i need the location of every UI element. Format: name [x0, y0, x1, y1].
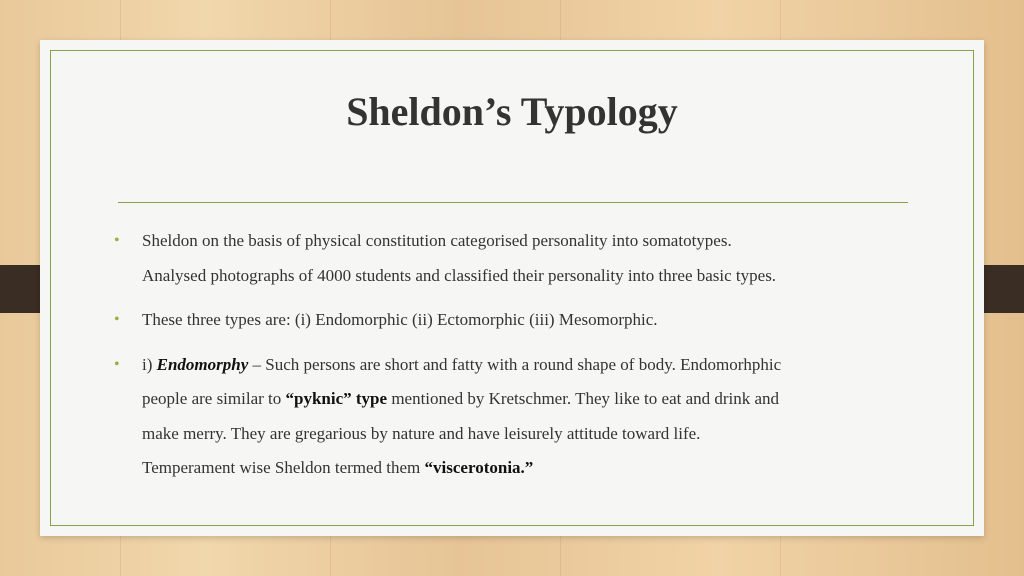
title-divider — [118, 202, 908, 203]
bullet-text-line — [142, 451, 914, 486]
bullet-text: – Such persons are short and fatty with a round shape of body. Endomorhphic — [248, 354, 782, 374]
slide-title: Sheldon’s Typology — [346, 89, 678, 134]
bullet-text-line — [142, 382, 914, 417]
bullet-item-three-types — [114, 303, 914, 338]
bullet-text: people are similar to — [142, 389, 286, 408]
bullet-text-line: make merry. They are gregarious by nature and have leisurely attitude toward life. — [142, 423, 701, 443]
bullet-text-line: Sheldon on the basis of physical constitution categorised personality into somatotypes. — [142, 231, 732, 250]
bullet-item-sheldon-basis — [114, 224, 914, 293]
bullet-icon: • — [114, 355, 120, 373]
bullet-text-line: These three types are: (i) Endomorphic (ii) Ectomorphic (iii) Mesomorphic. — [142, 310, 658, 329]
bullet-list — [114, 224, 914, 496]
bullet-icon: • — [114, 232, 120, 249]
bullet-icon: • — [114, 311, 120, 328]
bullet-text: mentioned by Kretschmer. They like to eat and drink and — [387, 389, 780, 408]
bullet-text: Temperament wise Sheldon termed them — [142, 458, 425, 477]
bullet-item-endomorphy — [114, 348, 914, 486]
bullet-text-line: Analysed photographs of 4000 students and classified their personality into three basic types. — [142, 265, 777, 285]
term-endomorphy: Endomorphy — [156, 354, 249, 374]
term-pyknic-type: “pyknic” type — [285, 389, 388, 408]
bullet-text-line — [142, 348, 914, 383]
term-viscerotonia: “viscerotonia.” — [424, 458, 534, 477]
item-prefix: i) — [142, 354, 157, 374]
slide-card — [40, 40, 984, 536]
